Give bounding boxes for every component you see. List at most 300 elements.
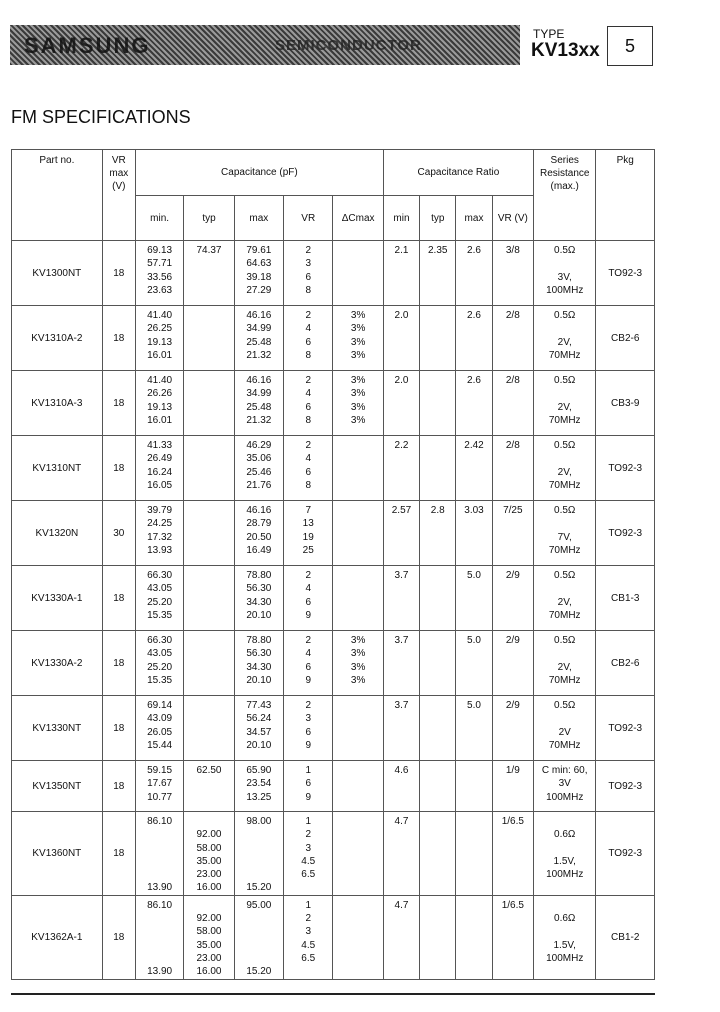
series-resistance-value (534, 647, 595, 660)
cap-vr (284, 631, 333, 696)
series-resistance-value: 3V, (557, 271, 572, 283)
ratio-min: 3.7 (383, 696, 419, 761)
cap-max-value: 56.30 (246, 648, 272, 660)
cap-vr-value: 4 (305, 648, 312, 660)
cap-max-value (235, 868, 283, 881)
cap-max-value: 34.99 (246, 388, 272, 400)
cap-min-value: 25.20 (147, 661, 173, 673)
series-resistance-value: 2V, (557, 401, 572, 413)
ratio-typ: 2.8 (420, 501, 456, 566)
cap-min (135, 631, 183, 696)
cap-max (234, 501, 283, 566)
part-number: KV1330A-1 (12, 566, 103, 631)
delta-cmax (333, 812, 383, 896)
ratio-vr: 2/9 (492, 566, 533, 631)
fm-specifications-table (11, 149, 655, 980)
series-resistance-value (534, 842, 595, 855)
series-resistance-value (534, 452, 595, 465)
cap-max-value: 20.10 (246, 609, 272, 621)
delta-cmax (333, 501, 383, 566)
cap-vr-value: 4 (305, 323, 312, 335)
ratio-typ: 2.35 (420, 241, 456, 306)
delta-cmax-value: 3% (350, 414, 366, 426)
section-title: FM SPECIFICATIONS (11, 107, 191, 127)
ratio-min: 4.7 (383, 812, 419, 896)
package: TO92-3 (596, 812, 655, 896)
cap-vr-value: 1 (305, 765, 312, 776)
cap-max-value: 23.54 (246, 778, 272, 790)
cap-max-value: 25.46 (246, 466, 272, 478)
part-number: KV1310NT (12, 436, 103, 501)
cap-vr-value: 9 (305, 739, 312, 751)
series-resistance-value: 100MHz (546, 869, 584, 881)
cap-vr-value: 3 (305, 926, 312, 938)
cap-vr-value: 2 (305, 635, 312, 646)
cap-max-value: 15.20 (246, 882, 272, 894)
ratio-min: 4.6 (383, 761, 419, 812)
ratio-typ (420, 812, 456, 896)
cap-min-value: 57.71 (147, 258, 173, 270)
series-resistance-value: 0.5Ω (554, 700, 576, 711)
cap-min-value: 17.32 (147, 531, 173, 543)
cap-vr-value: 6 (305, 336, 312, 348)
ratio-typ (420, 696, 456, 761)
series-resistance-value: 0.5Ω (554, 635, 576, 646)
cap-vr-value: 2 (305, 829, 312, 841)
cap-typ (184, 895, 234, 979)
header-ratio-typ: typ (420, 196, 456, 241)
cap-typ-value: 16.00 (196, 966, 222, 978)
delta-cmax (333, 241, 383, 306)
cap-vr-value: 6 (305, 661, 312, 673)
series-resistance-value (534, 582, 595, 595)
cap-min-value: 43.05 (147, 648, 173, 660)
cap-min-value: 15.35 (147, 609, 173, 621)
cap-min-value: 43.09 (147, 713, 173, 725)
cap-max-value: 46.16 (246, 310, 272, 321)
cap-vr (284, 306, 333, 371)
series-resistance-value (534, 257, 595, 270)
ratio-vr: 1/6.5 (492, 895, 533, 979)
cap-max (234, 371, 283, 436)
cap-max-value: 78.80 (246, 570, 272, 581)
series-resistance (533, 812, 595, 896)
cap-vr-value: 19 (302, 531, 314, 543)
cap-typ-value (184, 899, 233, 912)
cap-vr-value: 9 (305, 791, 312, 803)
package: CB2-6 (596, 631, 655, 696)
ratio-max: 2.6 (456, 306, 492, 371)
cap-max-value: 16.49 (246, 544, 272, 556)
series-resistance-value: 2V, (557, 596, 572, 608)
cap-typ-value: 16.00 (196, 882, 222, 894)
series-resistance-value (534, 322, 595, 335)
cap-min-value: 19.13 (147, 336, 173, 348)
cap-vr (284, 812, 333, 896)
cap-min-value: 33.56 (147, 271, 173, 283)
cap-max-value: 13.25 (246, 791, 272, 803)
table-row (12, 761, 655, 812)
delta-cmax-value: 3% (350, 375, 366, 386)
cap-min-value (136, 828, 183, 841)
series-resistance-value: 7V, (557, 531, 572, 543)
cap-min-value (136, 842, 183, 855)
vr-max-value: 18 (102, 631, 135, 696)
cap-min (135, 696, 183, 761)
table-row (12, 631, 655, 696)
page-number: 5 (607, 26, 653, 66)
series-resistance-value: 2V, (557, 336, 572, 348)
cap-vr-value: 3 (305, 842, 312, 854)
ratio-min: 3.7 (383, 566, 419, 631)
cap-max-value: 77.43 (246, 700, 272, 711)
series-resistance-value (534, 899, 595, 912)
cap-max-value: 35.06 (246, 453, 272, 465)
cap-min-value: 24.25 (147, 518, 173, 530)
cap-max-value: 78.80 (246, 635, 272, 646)
header-dcmax: ΔCmax (333, 196, 383, 241)
delta-cmax (333, 761, 383, 812)
cap-typ-value: 23.00 (196, 952, 222, 964)
ratio-vr: 2/8 (492, 436, 533, 501)
cap-max-value: 65.90 (246, 765, 272, 776)
vr-max-value: 18 (102, 761, 135, 812)
vr-max-value: 30 (102, 501, 135, 566)
cap-max-value: 21.32 (246, 414, 272, 426)
ratio-vr: 1/9 (492, 761, 533, 812)
delta-cmax (333, 436, 383, 501)
ratio-min: 3.7 (383, 631, 419, 696)
cap-vr-value: 4.5 (301, 939, 316, 951)
delta-cmax (333, 566, 383, 631)
cap-max (234, 696, 283, 761)
cap-max-value: 46.16 (246, 505, 272, 516)
series-resistance-value: C min: 60, (541, 765, 588, 776)
series-resistance-value: 70MHz (548, 414, 581, 426)
series-resistance-value: 100MHz (546, 284, 584, 296)
cap-max-value: 20.10 (246, 739, 272, 751)
cap-typ-value: 62.50 (196, 765, 222, 776)
cap-vr (284, 436, 333, 501)
series-resistance-value: 0.6Ω (554, 829, 576, 841)
cap-min (135, 812, 183, 896)
cap-vr-value: 6 (305, 466, 312, 478)
series-resistance (533, 566, 595, 631)
cap-typ-value: 92.00 (196, 829, 222, 841)
cap-vr (284, 241, 333, 306)
cap-vr-value: 25 (302, 544, 314, 556)
cap-vr (284, 696, 333, 761)
delta-cmax (333, 895, 383, 979)
cap-max-value: 46.29 (246, 440, 272, 451)
ratio-vr: 1/6.5 (492, 812, 533, 896)
cap-max-value: 20.10 (246, 674, 272, 686)
series-resistance-value: 2V, (557, 466, 572, 478)
cap-min-value: 43.05 (147, 583, 173, 595)
cap-max-value: 39.18 (246, 271, 272, 283)
cap-max-value: 15.20 (246, 966, 272, 978)
cap-typ (184, 371, 234, 436)
delta-cmax (333, 696, 383, 761)
package: TO92-3 (596, 436, 655, 501)
series-resistance-value: 0.5Ω (554, 440, 576, 451)
table-row (12, 436, 655, 501)
package: TO92-3 (596, 501, 655, 566)
table-row (12, 306, 655, 371)
cap-max-value (235, 952, 283, 965)
cap-vr-value: 6 (305, 778, 312, 790)
delta-cmax (333, 306, 383, 371)
cap-max-value: 34.99 (246, 323, 272, 335)
cap-vr-value: 8 (305, 414, 312, 426)
cap-typ (184, 436, 234, 501)
series-resistance-value: 0.5Ω (554, 570, 576, 581)
series-resistance-value: 2V, (557, 661, 572, 673)
header-series-res: Series Resistance (max.) (533, 150, 595, 241)
cap-min-value: 39.79 (147, 505, 173, 516)
ratio-min: 2.2 (383, 436, 419, 501)
cap-vr-value: 2 (305, 440, 312, 451)
ratio-vr: 7/25 (492, 501, 533, 566)
series-resistance-value (534, 387, 595, 400)
vr-max-value: 18 (102, 566, 135, 631)
cap-vr (284, 761, 333, 812)
delta-cmax-value: 3% (350, 349, 366, 361)
ratio-max: 5.0 (456, 696, 492, 761)
cap-vr-value: 2 (305, 245, 312, 256)
cap-max-value: 28.79 (246, 518, 272, 530)
cap-min-value: 69.13 (147, 245, 173, 256)
cap-max-value: 95.00 (246, 899, 272, 911)
header-capacitance: Capacitance (pF) (135, 150, 383, 196)
header-ratio-vr: VR (V) (492, 196, 533, 241)
cap-min (135, 501, 183, 566)
cap-typ (184, 566, 234, 631)
cap-max (234, 241, 283, 306)
ratio-min: 2.0 (383, 306, 419, 371)
cap-vr-value: 4 (305, 388, 312, 400)
package: CB1-2 (596, 895, 655, 979)
cap-max-value: 34.57 (246, 726, 272, 738)
package: TO92-3 (596, 241, 655, 306)
cap-vr-value: 1 (305, 816, 312, 827)
cap-min-value (136, 952, 183, 965)
cap-min-value: 66.30 (147, 570, 173, 581)
header-part-no: Part no. (12, 150, 103, 241)
cap-min-value: 26.05 (147, 726, 173, 738)
cap-min-value: 26.25 (147, 323, 173, 335)
cap-vr-value: 9 (305, 609, 312, 621)
cap-max (234, 631, 283, 696)
delta-cmax-value: 3% (350, 635, 366, 646)
cap-min-value: 25.20 (147, 596, 173, 608)
cap-min-value: 13.90 (147, 882, 173, 894)
series-resistance-value: 100MHz (546, 791, 584, 803)
cap-max-value: 98.00 (246, 816, 272, 827)
cap-typ-value: 74.37 (196, 245, 222, 256)
vr-max-value: 18 (102, 812, 135, 896)
vr-max-value: 18 (102, 306, 135, 371)
part-number: KV1350NT (12, 761, 103, 812)
header-ratio-min: min (383, 196, 419, 241)
package: CB3-9 (596, 371, 655, 436)
cap-typ (184, 812, 234, 896)
ratio-max: 2.6 (456, 241, 492, 306)
cap-typ-value: 58.00 (196, 926, 222, 938)
cap-max-value: 64.63 (246, 258, 272, 270)
cap-typ-value: 23.00 (196, 869, 222, 881)
series-resistance (533, 371, 595, 436)
delta-cmax-value: 3% (350, 336, 366, 348)
cap-min-value: 41.40 (147, 310, 173, 321)
table-row (12, 371, 655, 436)
delta-cmax-value: 3% (350, 310, 366, 321)
ratio-max: 2.42 (456, 436, 492, 501)
package: CB2-6 (596, 306, 655, 371)
cap-typ-value (184, 815, 233, 828)
series-resistance-value (534, 517, 595, 530)
cap-min (135, 306, 183, 371)
series-resistance-value: 0.5Ω (554, 375, 576, 386)
cap-vr-value: 8 (305, 284, 312, 296)
cap-max-value (235, 855, 283, 868)
cap-max (234, 812, 283, 896)
cap-vr-value: 4.5 (301, 855, 316, 867)
table-row (12, 566, 655, 631)
cap-min-value: 69.14 (147, 700, 173, 711)
delta-cmax-value: 3% (350, 674, 366, 686)
table-row (12, 895, 655, 979)
ratio-min: 2.1 (383, 241, 419, 306)
header-typ: typ (184, 196, 234, 241)
cap-typ (184, 306, 234, 371)
cap-max-value (235, 842, 283, 855)
series-resistance (533, 631, 595, 696)
cap-min-value: 41.33 (147, 440, 173, 451)
cap-vr-value: 9 (305, 674, 312, 686)
part-number: KV1330NT (12, 696, 103, 761)
cap-vr-value: 6 (305, 401, 312, 413)
cap-min-value: 16.24 (147, 466, 173, 478)
ratio-typ (420, 306, 456, 371)
package: CB1-3 (596, 566, 655, 631)
ratio-min: 2.57 (383, 501, 419, 566)
cap-min-value (136, 925, 183, 938)
bottom-rule (11, 993, 655, 995)
header-max: max (234, 196, 283, 241)
cap-max (234, 761, 283, 812)
ratio-max: 5.0 (456, 631, 492, 696)
table-row (12, 501, 655, 566)
cap-min-value: 17.67 (147, 778, 173, 790)
ratio-typ (420, 895, 456, 979)
ratio-vr: 2/8 (492, 371, 533, 436)
cap-max-value: 34.30 (246, 596, 272, 608)
cap-min-value: 23.63 (147, 284, 173, 296)
part-number: KV1310A-3 (12, 371, 103, 436)
cap-vr-value: 6 (305, 271, 312, 283)
cap-max-value: 46.16 (246, 375, 272, 386)
vr-max-value: 18 (102, 371, 135, 436)
series-resistance-value: 0.5Ω (554, 505, 576, 516)
header-vr: VR (284, 196, 333, 241)
cap-vr-value: 3 (305, 258, 312, 270)
cap-typ (184, 696, 234, 761)
cap-min-value: 26.49 (147, 453, 173, 465)
cap-max-value: 56.24 (246, 713, 272, 725)
series-resistance-value: 0.6Ω (554, 913, 576, 925)
cap-min-value: 15.35 (147, 674, 173, 686)
cap-vr-value: 2 (305, 913, 312, 925)
part-number: KV1310A-2 (12, 306, 103, 371)
table-body (12, 241, 655, 980)
category-text: SEMICONDUCTOR (275, 37, 422, 54)
cap-min-value: 41.40 (147, 375, 173, 386)
part-number: KV1362A-1 (12, 895, 103, 979)
series-resistance-value: 1.5V, (553, 939, 576, 951)
cap-max (234, 566, 283, 631)
part-number: KV1300NT (12, 241, 103, 306)
vr-max-value: 18 (102, 241, 135, 306)
delta-cmax-value: 3% (350, 323, 366, 335)
series-resistance-value: 0.5Ω (554, 310, 576, 321)
type-label: TYPE (533, 27, 565, 41)
ratio-vr: 2/8 (492, 306, 533, 371)
cap-vr (284, 371, 333, 436)
part-number: KV1330A-2 (12, 631, 103, 696)
cap-min-value: 13.90 (147, 966, 173, 978)
cap-typ-value: 92.00 (196, 913, 222, 925)
delta-cmax (333, 631, 383, 696)
cap-vr (284, 895, 333, 979)
delta-cmax-value: 3% (350, 661, 366, 673)
series-resistance-value (534, 712, 595, 725)
series-resistance-value: 70MHz (548, 739, 581, 751)
ratio-typ (420, 631, 456, 696)
cap-typ (184, 241, 234, 306)
cap-vr-value: 2 (305, 700, 312, 711)
cap-vr-value: 2 (305, 375, 312, 386)
ratio-max: 2.6 (456, 371, 492, 436)
header-vr-max: VR max (V) (102, 150, 135, 241)
cap-min (135, 566, 183, 631)
header-banner (10, 25, 520, 65)
delta-cmax-value: 3% (350, 401, 366, 413)
cap-vr-value: 2 (305, 310, 312, 321)
cap-vr-value: 13 (302, 518, 314, 530)
cap-vr (284, 566, 333, 631)
header-min: min. (135, 196, 183, 241)
ratio-typ (420, 371, 456, 436)
cap-min-value: 66.30 (147, 635, 173, 646)
cap-max-value: 27.29 (246, 284, 272, 296)
cap-max-value (235, 925, 283, 938)
cap-min-value (136, 912, 183, 925)
header-pkg: Pkg (596, 150, 655, 241)
cap-typ (184, 631, 234, 696)
cap-min (135, 241, 183, 306)
ratio-typ (420, 761, 456, 812)
cap-min-value: 19.13 (147, 401, 173, 413)
series-resistance (533, 306, 595, 371)
cap-max-value (235, 912, 283, 925)
series-resistance (533, 501, 595, 566)
vr-max-value: 18 (102, 895, 135, 979)
cap-vr-value: 6.5 (301, 952, 316, 964)
cap-min-value: 10.77 (147, 791, 173, 803)
series-resistance-value: 70MHz (548, 674, 581, 686)
cap-min-value: 15.44 (147, 739, 173, 751)
